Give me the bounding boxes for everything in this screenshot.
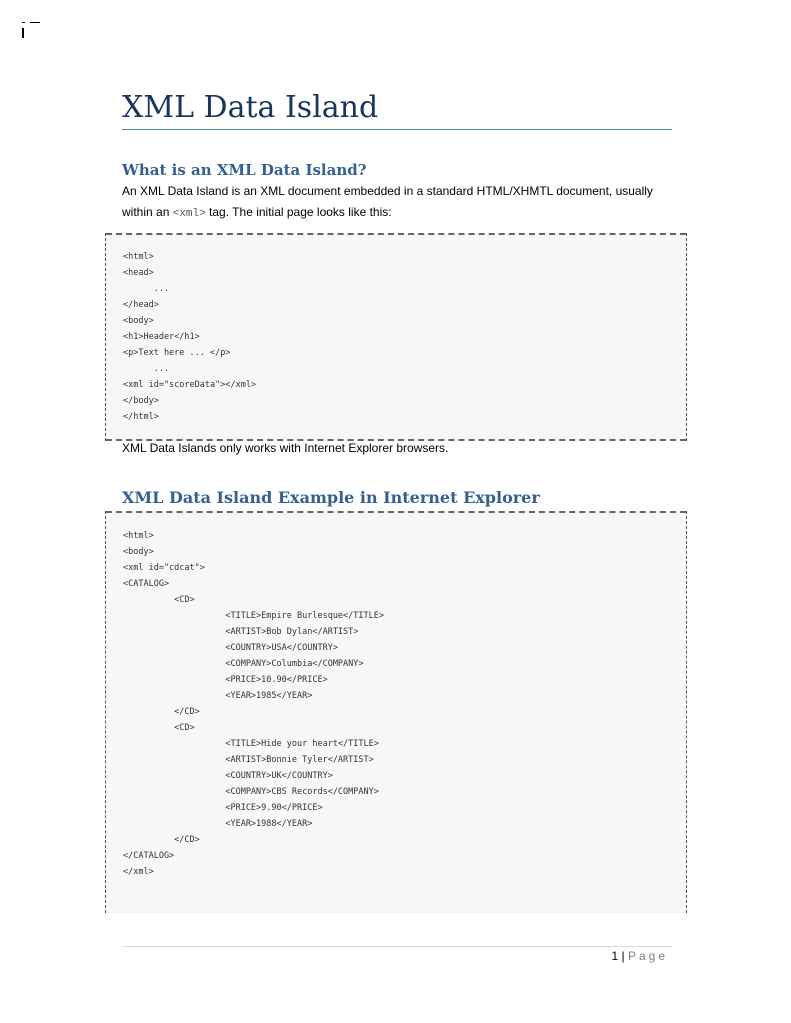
code-line: <TITLE>Hide your heart</TITLE> xyxy=(123,739,379,749)
code-line: </body> xyxy=(123,396,159,406)
code-line: <COUNTRY>USA</COUNTRY> xyxy=(123,643,338,653)
code-line: </xml> xyxy=(123,867,154,877)
page-footer xyxy=(560,947,668,965)
code-line: <YEAR>1988</YEAR> xyxy=(123,819,313,829)
code-line: <body> xyxy=(123,547,154,557)
code-line: <body> xyxy=(123,316,154,326)
intro-line-1: An XML Data Island is an XML document embedded in a standard HTML/XHMTL document, usually xyxy=(122,184,653,198)
code-line: ... xyxy=(123,364,170,374)
code-line: <head> xyxy=(123,268,154,278)
code-line: <xml id="scoreData"></xml> xyxy=(123,380,257,390)
code-line: <ARTIST>Bob Dylan</ARTIST> xyxy=(123,627,359,637)
code-line: <CD> xyxy=(123,595,195,605)
code-line: <h1>Header</h1> xyxy=(123,332,200,342)
code-line: </CD> xyxy=(123,835,200,845)
page-number: 1 xyxy=(611,949,619,963)
code-block-initial-page xyxy=(105,233,687,441)
title-underline xyxy=(122,129,672,130)
code-line: <html> xyxy=(123,252,154,262)
code-line: <YEAR>1985</YEAR> xyxy=(123,691,313,701)
intro-line-2-start: within an xyxy=(122,205,173,219)
code-line: <xml id="cdcat"> xyxy=(123,563,205,573)
inline-code-xml-tag: <xml> xyxy=(172,208,206,220)
ie-only-note: XML Data Islands only works with Internet Explorer browsers. xyxy=(122,441,449,455)
code-line: <CD> xyxy=(123,723,195,733)
code-line: <CATALOG> xyxy=(123,579,170,589)
code-line: </CATALOG> xyxy=(123,851,175,861)
crop-mark-icon xyxy=(22,20,40,40)
code-line: <p>Text here ... </p> xyxy=(123,348,231,358)
page-separator: | xyxy=(618,949,628,963)
code-block-example xyxy=(105,511,687,913)
code-line: </html> xyxy=(123,412,159,422)
document-title: XML Data Island xyxy=(122,90,379,125)
page-label: Page xyxy=(627,949,668,963)
code-line: <PRICE>10.90</PRICE> xyxy=(123,675,328,685)
section-heading-example: XML Data Island Example in Internet Explorer xyxy=(122,488,540,507)
code-line: <COUNTRY>UK</COUNTRY> xyxy=(123,771,333,781)
code-line: <COMPANY>CBS Records</COMPANY> xyxy=(123,787,379,797)
code-line: </head> xyxy=(123,300,159,310)
section-heading-what-is: What is an XML Data Island? xyxy=(122,161,367,179)
intro-line-2 xyxy=(122,202,682,225)
code-line: <TITLE>Empire Burlesque</TITLE> xyxy=(123,611,384,621)
intro-paragraph xyxy=(122,181,682,225)
code-line: <ARTIST>Bonnie Tyler</ARTIST> xyxy=(123,755,374,765)
code-line: <PRICE>9.90</PRICE> xyxy=(123,803,323,813)
code-line: </CD> xyxy=(123,707,200,717)
code-line: <COMPANY>Columbia</COMPANY> xyxy=(123,659,364,669)
code-line: <html> xyxy=(123,531,154,541)
intro-line-2-end: tag. The initial page looks like this: xyxy=(205,205,392,219)
code-line: ... xyxy=(123,284,170,294)
